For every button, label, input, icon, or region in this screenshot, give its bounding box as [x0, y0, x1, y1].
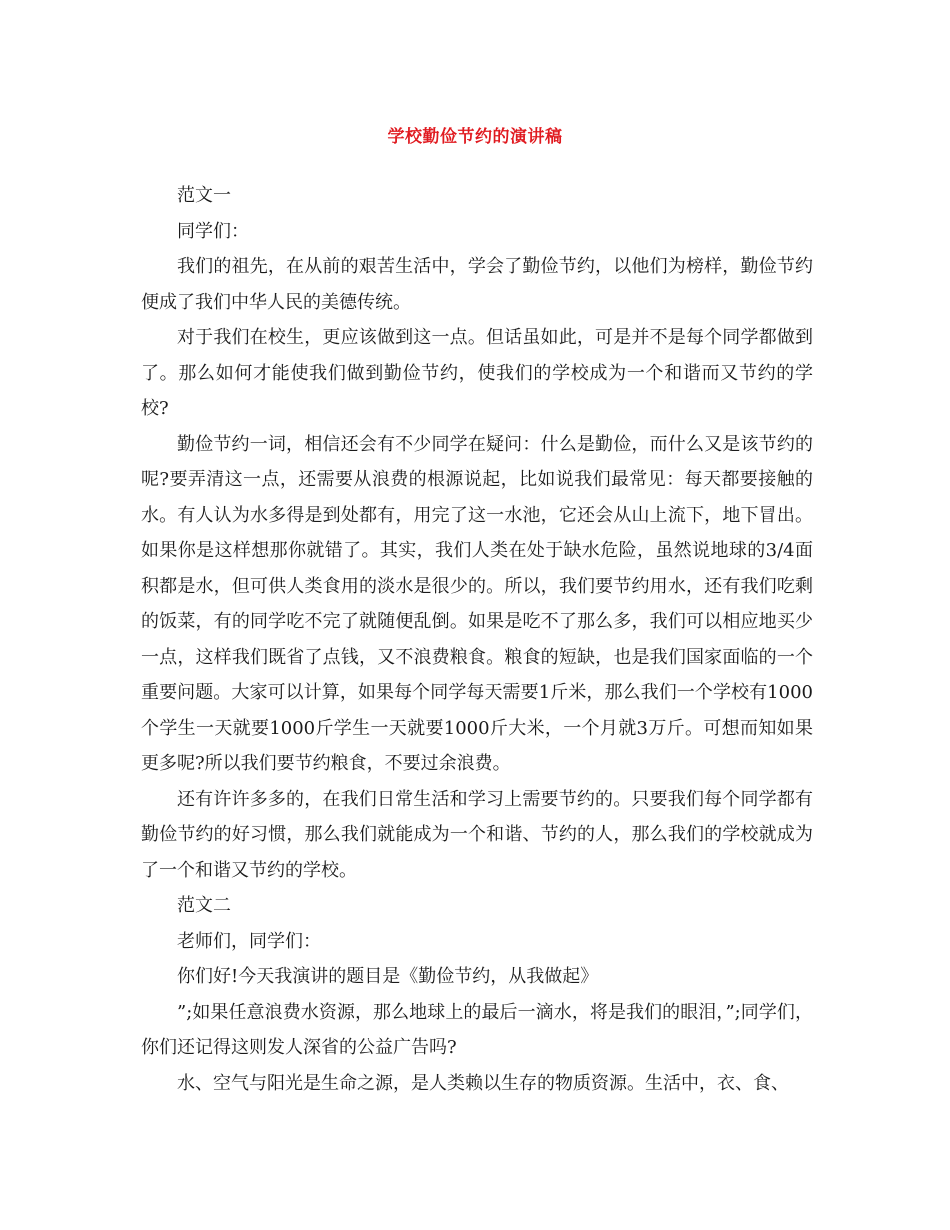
paragraph: 你们好!今天我演讲的题目是《勤俭节约，从我做起》 [177, 966, 599, 987]
paragraph: 范文二 [177, 895, 231, 916]
document-title: 学校勤俭节约的演讲稿 [387, 127, 563, 147]
paragraph: 对于我们在校生，更应该做到这一点。但话虽如此，可是并不是每个同学都做到了。那么如何才能使我们做到勤俭节约，使我们的学校成为一个和谐而又节约的学校? [141, 327, 813, 419]
paragraph: 我们的祖先，在从前的艰苦生活中，学会了勤俭节约，以他们为榜样，勤俭节约便成了我们中华人民的美德传统。 [141, 256, 813, 313]
paragraph: 同学们： [177, 220, 249, 242]
paragraph: 范文一 [177, 185, 231, 206]
paragraph: 老师们，同学们： [177, 930, 321, 952]
paragraph: ”;如果任意浪费水资源，那么地球上的最后一滴水，将是我们的眼泪，”;同学们，你们还记得这则发人深省的公益广告吗? [141, 1001, 813, 1058]
paragraph: 还有许许多多的，在我们日常生活和学习上需要节约的。只要我们每个同学都有勤俭节约的好习惯，那么我们就能成为一个和谐、节约的人，那么我们的学校就成为了一个和谐又节约的学校。 [141, 788, 813, 881]
paragraph: 水、空气与阳光是生命之源，是人类赖以生存的物质资源。生活中，衣、食、 [177, 1072, 789, 1094]
document-body [141, 178, 813, 1101]
paragraph: 勤俭节约一词，相信还会有不少同学在疑问：什么是勤俭，而什么又是该节约的呢?要弄清这一点，还需要从浪费的根源说起，比如说我们最常见：每天都要接触的水。有人认为水多得是到处都有，用完了这一水池，它还会从山上流下，地下冒出。如果你是这样想那你就错了。其实，我们人类在处于缺水危险，虽然说地球的3/4面积都是水，但可供人类食用的淡水是很少的。所以，我们要节约用水，还有我们吃剩的饭菜，有的同学吃不完了就随便乱倒。如果是吃不了那么多，我们可以相应地买少一点，这样我们既省了点钱，又不浪费粮食。粮食的短缺，也是我们国家面临的一个重要问题。大家可以计算，如果每个同学每天需要1斤米，那么我们一个学校有1000个学生一天就要1000斤学生一天就要1000斤大米，一个月就3万斤。可想而知如果更多呢?所以我们要节约粮食，不要过余浪费。 [141, 433, 813, 774]
